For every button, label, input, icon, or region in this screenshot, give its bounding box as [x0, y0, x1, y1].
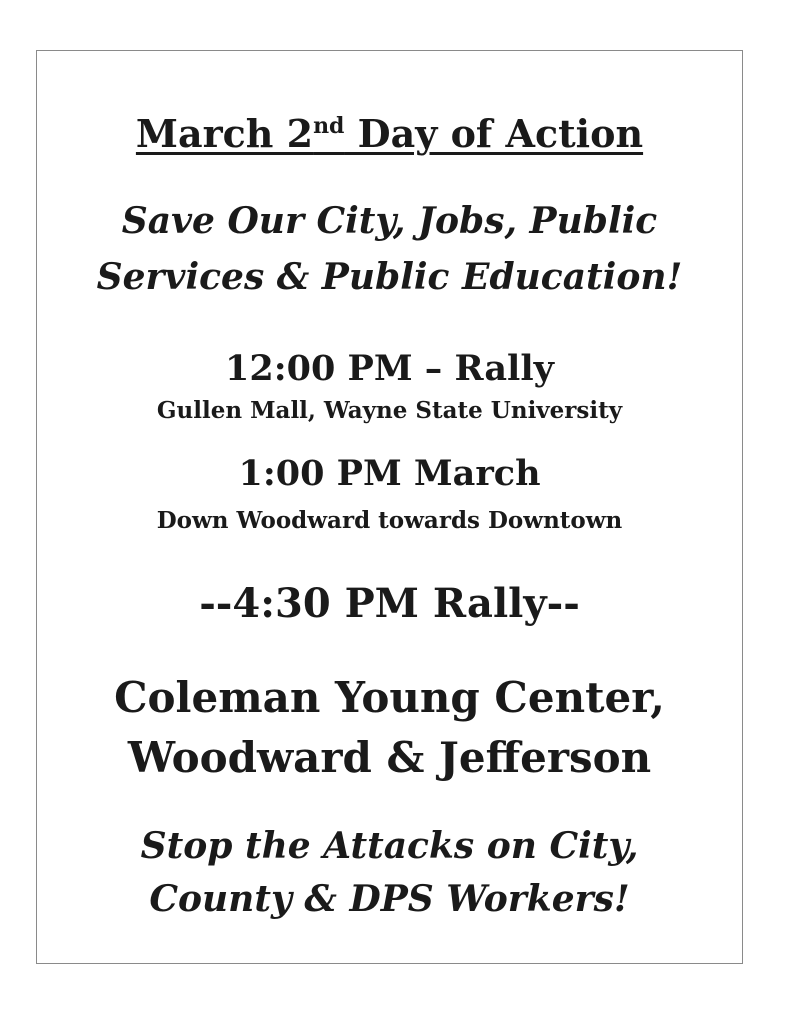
title-ordinal: nd [313, 113, 345, 139]
slogan-line-2: Services & Public Education! [96, 256, 683, 298]
rally-time: 12:00 PM – Rally [225, 348, 554, 389]
rally-place: Gullen Mall, Wayne State University [156, 397, 623, 424]
flyer-title [37, 111, 742, 156]
venue-line-2: Woodward & Jefferson [127, 733, 652, 782]
closing-line-2: County & DPS Workers! [149, 878, 630, 920]
flyer [36, 50, 743, 964]
venue-line-1: Coleman Young Center, [114, 673, 665, 722]
closing-line-1: Stop the Attacks on City, [140, 825, 639, 867]
title-prefix: March 2 [135, 111, 314, 156]
march-route: Down Woodward towards Downtown [156, 507, 623, 534]
march-time: 1:00 PM March [238, 453, 541, 494]
flyer-title-text [136, 111, 643, 156]
title-suffix: Day of Action [344, 111, 644, 156]
slogan-line-1: Save Our City, Jobs, Public [121, 200, 658, 242]
final-rally-time: --4:30 PM Rally-- [199, 580, 580, 627]
